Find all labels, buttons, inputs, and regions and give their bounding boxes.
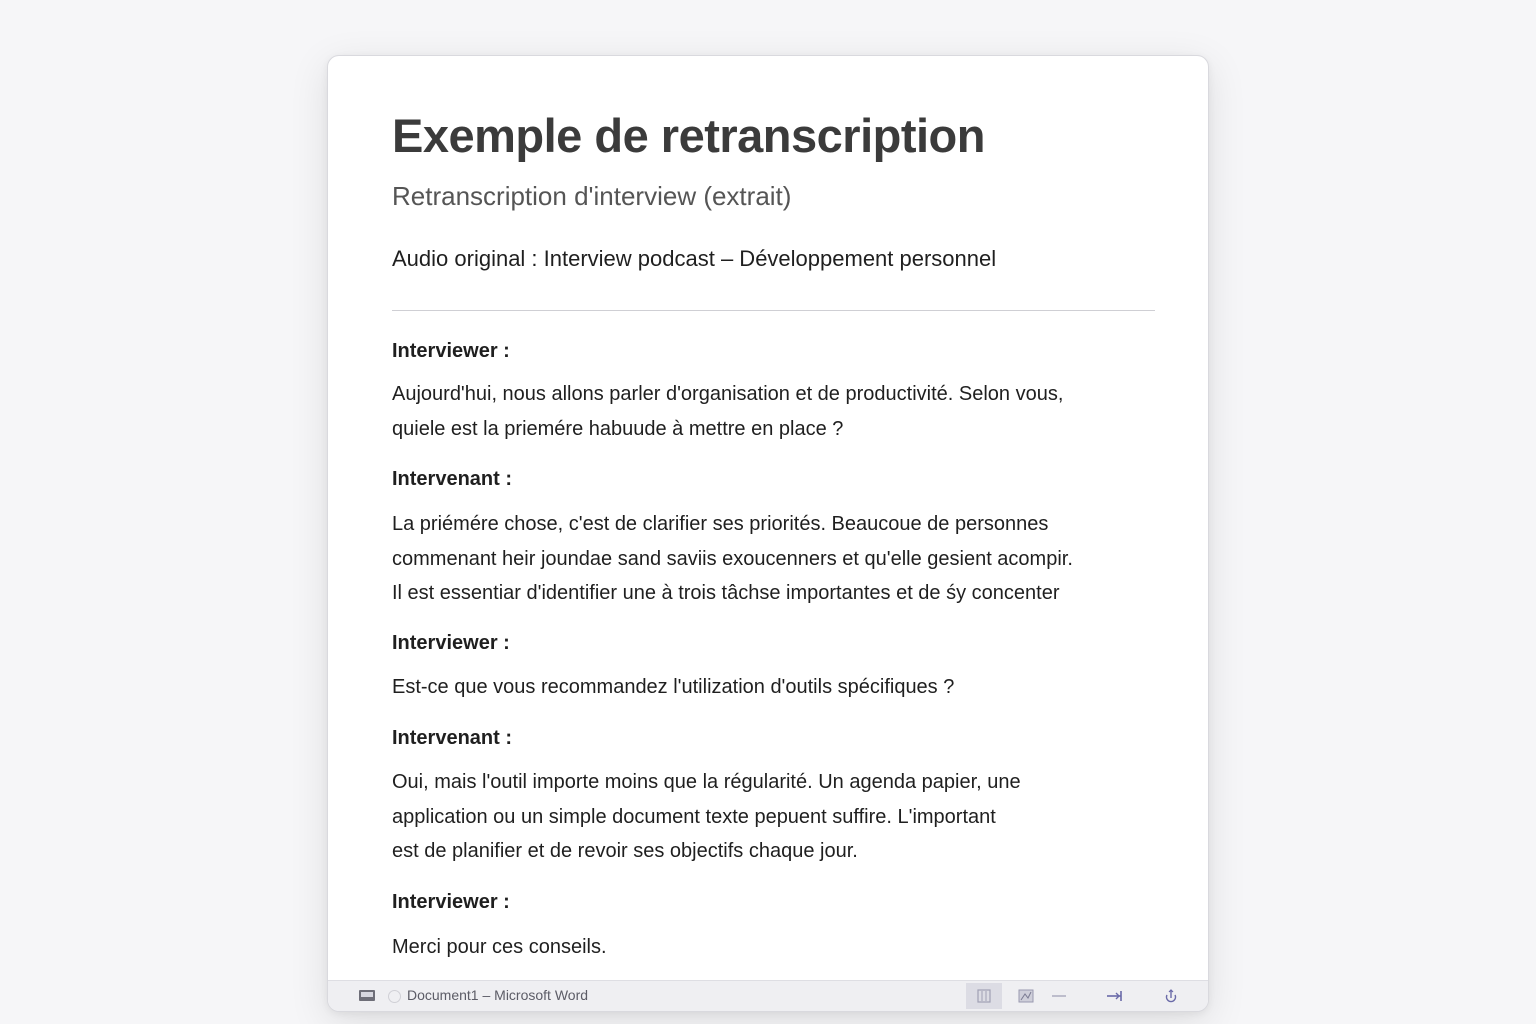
- speaker-label: Interviewer :: [392, 340, 510, 362]
- dialogue-paragraph: [392, 765, 1157, 869]
- sync-button[interactable]: [1153, 983, 1189, 1009]
- dialogue-paragraph: [392, 377, 1157, 446]
- paragraph-line: Il est essentiar d'identifier une à trois tâchse importantes et de śy concenter: [392, 582, 1060, 604]
- status-circle-icon: [388, 990, 401, 1003]
- web-layout-icon: [1018, 989, 1034, 1003]
- status-bar: [328, 980, 1208, 1011]
- document-icon[interactable]: [359, 990, 375, 1001]
- speaker-label: Intervenant :: [392, 727, 513, 749]
- divider: [392, 310, 1155, 311]
- print-layout-icon: [977, 989, 991, 1003]
- document-subtitle: Retranscription d'interview (extrait): [392, 181, 792, 211]
- dialogue-paragraph: [392, 670, 1157, 705]
- print-layout-button[interactable]: [966, 983, 1002, 1009]
- zoom-out-button[interactable]: [1041, 983, 1077, 1009]
- zoom-in-button[interactable]: [1097, 983, 1133, 1009]
- document-title: Exemple de retranscription: [392, 109, 985, 162]
- paragraph-line: Est-ce que vous recommandez l'utilization d'outils spécifiques ?: [392, 676, 955, 698]
- paragraph-line: Oui, mais l'outil importe moins que la régularité. Un agenda papier, une: [392, 771, 1021, 793]
- dialogue-paragraph: [392, 930, 1157, 965]
- word-window: [327, 55, 1209, 1012]
- speaker-label: Interviewer :: [392, 632, 510, 654]
- paragraph-line: quiele est la priemére habuude à mettre en place ?: [392, 417, 844, 440]
- web-layout-button[interactable]: [1008, 983, 1044, 1009]
- speaker-label: Intervenant :: [392, 468, 513, 490]
- sync-icon: [1164, 988, 1178, 1004]
- paragraph-line: est de planifier et de revoir ses objectifs chaque jour.: [392, 840, 858, 862]
- window-title: Document1 – Microsoft Word: [407, 987, 589, 1003]
- paragraph-line: Merci pour ces conseils.: [392, 936, 607, 958]
- zoom-in-icon: [1106, 990, 1124, 1002]
- zoom-out-icon: [1051, 991, 1067, 1001]
- speaker-label: Interviewer :: [392, 891, 510, 913]
- paragraph-line: commenant heir joundae sand saviis exoucenners et qu'elle gesient acompir.: [392, 547, 1073, 570]
- paragraph-line: Aujourd'hui, nous allons parler d'organisation et de productivité. Selon vous,: [392, 383, 1064, 405]
- dialogue-paragraph: [392, 507, 1157, 611]
- paragraph-line: La priémére chose, c'est de clarifier ses priorités. Beaucoue de personnes: [392, 513, 1049, 535]
- paragraph-line: application ou un simple document texte pepuent suffire. L'important: [392, 805, 996, 828]
- audio-source-line: Audio original : Interview podcast – Développement personnel: [392, 246, 997, 271]
